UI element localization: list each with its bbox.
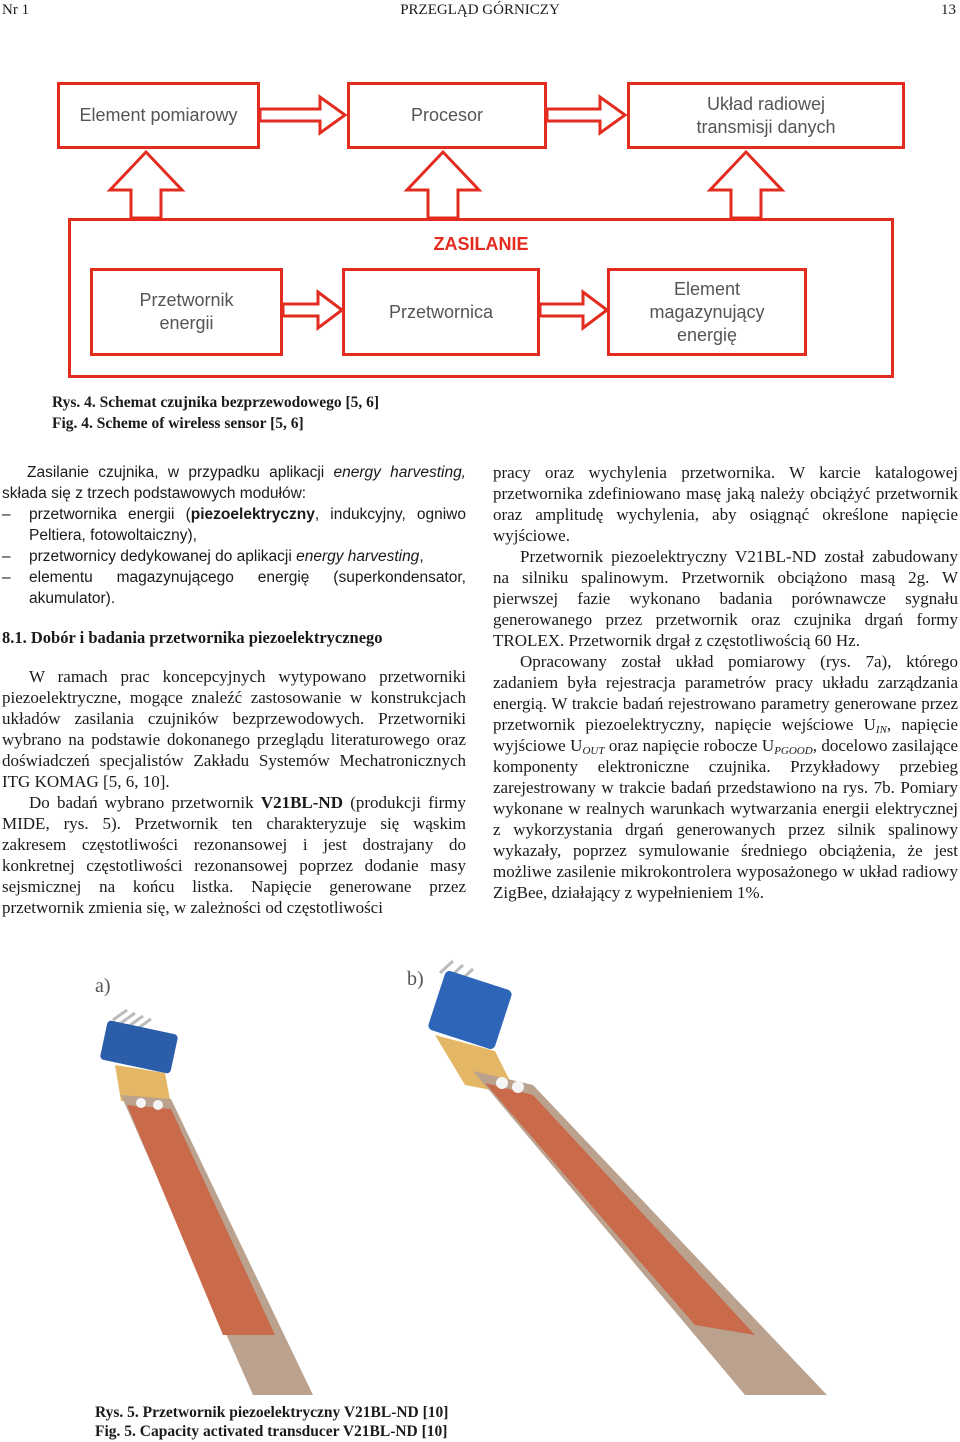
fig5-caption-pl: Rys. 5. Przetwornik piezoelektryczny V21BL-ND [10] — [95, 1404, 449, 1421]
list-item: – przetwornika energii (piezoelektryczny, indukcyjny, ogniwo Peltiera, fotowoltaiczny), — [2, 504, 466, 546]
issue-number: Nr 1 — [2, 2, 30, 18]
arrow-right-icon — [547, 97, 625, 133]
journal-title: PRZEGLĄD GÓRNICZY — [400, 2, 560, 18]
arrow-up-icon — [110, 152, 182, 218]
power-label: ZASILANIE — [433, 234, 529, 254]
box-energy-transducer: Przetwornik energii — [90, 268, 283, 356]
paragraph: Przetwornik piezoelektryczny V21BL-ND został zabudowany na silniku spalinowym. Przetwornik obciążono masą 2g. W pierwszej fazie wykonano badania porównawcze sygnału generowanego przez przetwornik oraz czujnika drgań formy TROLEX. Przetwornik drgał z częstotliwością 60 Hz. — [493, 547, 958, 650]
page-number: 13 — [941, 2, 956, 18]
right-column — [493, 462, 958, 903]
paragraph: W ramach prac koncepcyjnych wytypowano przetworniki piezoelektryczne, mogące znaleźć zastosowanie w konstrukcjach układów zasilania czujników bezprzewodowych. Przetworniki wybrano na podstawie dokonanego przeglądu literaturowego oraz doświadczeń specjalistów Zakładu Systemów Mechatronicznych ITG KOMAG [5, 6, 10]. — [2, 667, 466, 791]
box-energy-storage: Element magazynujący energię — [607, 268, 807, 356]
paragraph: Opracowany został układ pomiarowy (rys. 7a), którego zadaniem była rejestracja parametrów pracy układu zarządzania energią. W trakcie badań rejestrowano parametry generowane przez przetwornik piezoelektryczny, napięcie wejściowe $U_{IN}$, napięcie wyjściowe $U_{OUT}$ oraz napięcie robocze $U_{PGOOD}$, docelowo zasilające komponenty elektroniczne czujnika. Przykładowy przebieg zarejestrowany w trakcie badań przedstawiono na rys. 7b. Pomiary wykonane w realnych warunkach wytwarzania energii elektrycznej z wykorzystania drgań generowanych przez silnik spalinowy wykazały, poprzez symulowanie średniego obciążenia, że jest możliwe zasilenie mikrokontrolera wyposażonego w układ radiowy ZigBee, działający z wypełnieniem 1%. — [493, 652, 958, 902]
fig4-caption-en: Fig. 4. Scheme of wireless sensor [5, 6] — [52, 415, 304, 432]
list-item: – elementu magazynującego energię (superkondensator, akumulator). — [2, 567, 466, 609]
paragraph: Do badań wybrano przetwornik V21BL-ND (produkcji firmy MIDE, rys. 5). Przetwornik ten charakteryzuje się wąskim zakresem częstotliwości rezonansowej i jest dostrajany do konkretnej częstotliwości rezonansowej poprzez dodanie masy sejsmicznej na końcu listka. Napięcie generowane przez przetwornik zmienia się, w zależności od częstotliwości — [2, 793, 466, 917]
photo-label-b: b) — [407, 968, 424, 990]
arrow-up-icon — [710, 152, 782, 218]
left-column — [2, 462, 466, 918]
photo-label-a: a) — [95, 975, 111, 997]
box-measuring-element: Element pomiarowy — [57, 82, 260, 149]
fig5-caption-en: Fig. 5. Capacity activated transducer V21BL-ND [10] — [95, 1423, 448, 1440]
paragraph: pracy oraz wychylenia przetwornika. W karcie katalogowej przetwornika zdefiniowano masę jaką należy obciążyć przetwornik oraz amplitudę wychylenia, aby osiągnąć określone napięcie wyjściowe. — [493, 463, 958, 545]
arrow-up-icon — [407, 152, 479, 218]
transducer-photo — [55, 955, 855, 1395]
fig4-caption-pl: Rys. 4. Schemat czujnika bezprzewodowego [5, 6] — [52, 394, 380, 411]
section-heading: 8.1. Dobór i badania przetwornika piezoelektrycznego — [2, 628, 383, 647]
list-item: – przetwornicy dedykowanej do aplikacji energy harvesting, — [2, 546, 466, 567]
intro-paragraph: Zasilanie czujnika, w przypadku aplikacji energy harvesting, składa się z trzech podstawowych modułów: — [2, 464, 466, 502]
box-processor: Procesor — [347, 82, 547, 149]
box-converter: Przetwornica — [342, 268, 540, 356]
box-radio-transmission: Układ radiowej transmisji danych — [627, 82, 905, 149]
arrow-right-icon — [260, 97, 345, 133]
